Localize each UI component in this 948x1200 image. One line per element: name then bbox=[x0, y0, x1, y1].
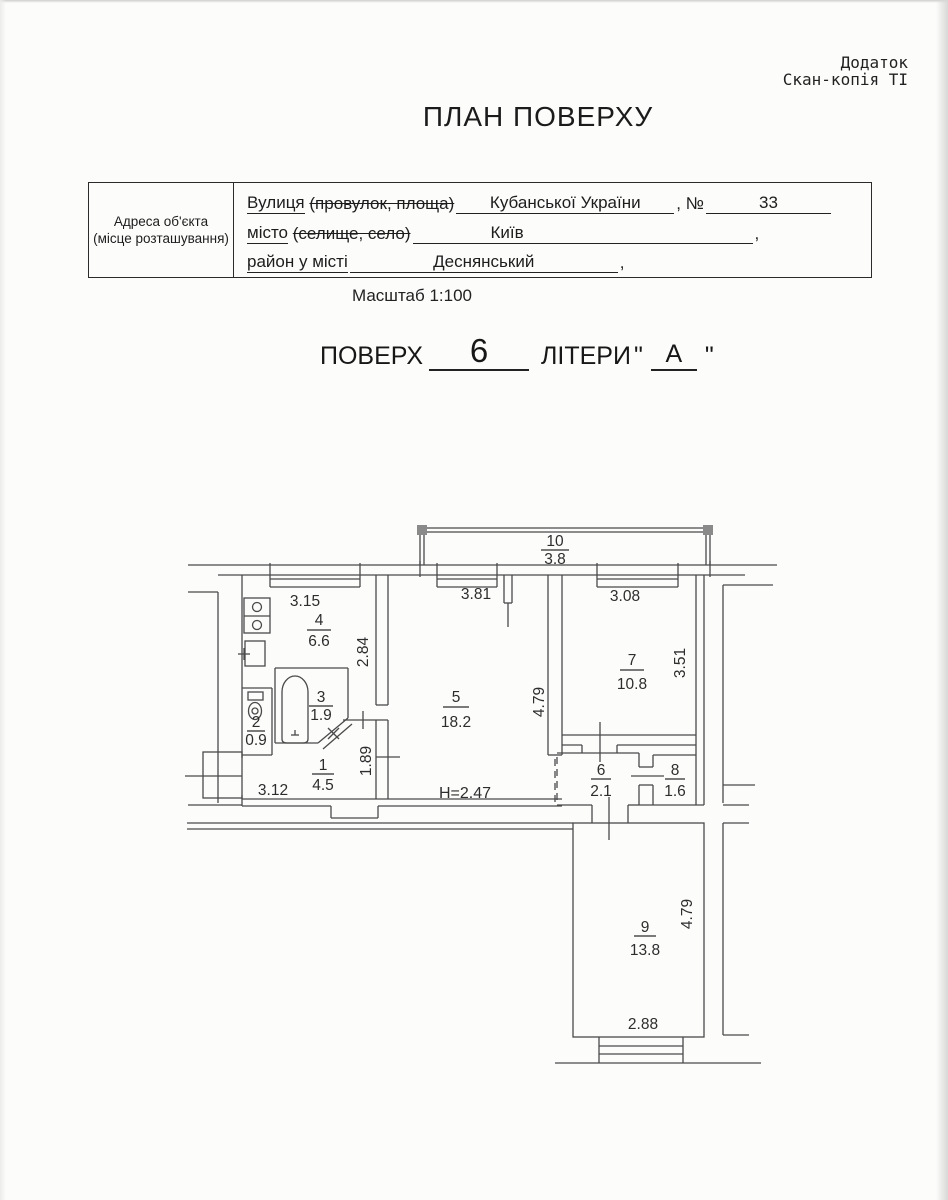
svg-text:1: 1 bbox=[318, 757, 328, 774]
district-suffix: , bbox=[619, 252, 625, 272]
floor-value-fill bbox=[429, 332, 529, 371]
address-table bbox=[88, 182, 872, 278]
room-label-3 bbox=[309, 689, 333, 724]
floor-value: 6 bbox=[469, 332, 489, 369]
address-table-fields bbox=[234, 183, 871, 277]
svg-text:2: 2 bbox=[251, 714, 261, 731]
dim-room9-depth: 4.79 bbox=[679, 898, 696, 930]
svg-text:1.6: 1.6 bbox=[664, 783, 686, 800]
svg-text:7: 7 bbox=[627, 652, 637, 669]
svg-text:4: 4 bbox=[314, 612, 324, 629]
stove-icon bbox=[244, 598, 270, 633]
city-fill-line bbox=[413, 222, 753, 244]
city-struck-words: (селище, село) bbox=[292, 223, 411, 243]
svg-text:3: 3 bbox=[316, 689, 326, 706]
svg-text:2.1: 2.1 bbox=[590, 783, 612, 800]
room-label-2 bbox=[245, 714, 267, 749]
city-value: Київ bbox=[490, 222, 524, 242]
svg-text:4.5: 4.5 bbox=[312, 777, 334, 794]
room-label-8 bbox=[664, 762, 686, 800]
svg-text:1.9: 1.9 bbox=[310, 707, 332, 724]
street-prefix: Вулиця bbox=[247, 193, 305, 213]
bathtub-icon bbox=[282, 676, 308, 743]
street-fill-line bbox=[456, 192, 674, 214]
corner-note-line1: Додаток bbox=[840, 53, 908, 72]
letters-label: ЛІТЕРИ bbox=[541, 342, 631, 370]
address-table-label bbox=[89, 183, 234, 277]
street-struck-words: (провулок, площа) bbox=[309, 194, 455, 214]
street-number-fill-line bbox=[706, 192, 831, 214]
svg-text:5: 5 bbox=[451, 689, 461, 706]
room-label-1 bbox=[312, 757, 334, 794]
floor-plan-drawing bbox=[55, 515, 948, 1100]
address-label-line1: Адреса об'єкта bbox=[113, 214, 209, 229]
svg-text:10.8: 10.8 bbox=[616, 676, 648, 693]
street-value: Кубанської України bbox=[489, 193, 641, 213]
street-row bbox=[247, 185, 865, 214]
svg-text:8: 8 bbox=[670, 762, 680, 779]
city-prefix: місто bbox=[247, 222, 289, 242]
corner-note bbox=[783, 54, 908, 88]
dim-kitchen-width: 3.15 bbox=[289, 593, 321, 610]
svg-text:6.6: 6.6 bbox=[308, 633, 330, 650]
city-suffix: , bbox=[754, 223, 760, 243]
room-label-6 bbox=[590, 762, 612, 800]
district-row bbox=[247, 244, 865, 273]
district-value: Деснянський bbox=[433, 251, 535, 271]
balcony-door bbox=[504, 575, 512, 627]
room-label-5 bbox=[441, 689, 471, 731]
address-label-line2: (місце розташування) bbox=[93, 231, 229, 246]
scan-edge-top bbox=[0, 0, 948, 3]
dim-hall-depth: 1.89 bbox=[358, 745, 375, 777]
page-title: ПЛАН ПОВЕРХУ bbox=[422, 101, 654, 132]
dim-room5-depth: 4.79 bbox=[531, 686, 548, 718]
ceiling-height-note: H=2.47 bbox=[438, 785, 492, 802]
district-prefix: район у місті bbox=[247, 251, 348, 271]
room-label-9 bbox=[630, 919, 660, 959]
letter-value: А bbox=[665, 340, 683, 368]
room-label-4 bbox=[307, 612, 331, 650]
letter-value-fill bbox=[651, 339, 697, 371]
exterior-walls bbox=[185, 565, 777, 1063]
dim-room7-width: 3.08 bbox=[609, 588, 641, 605]
svg-text:18.2: 18.2 bbox=[440, 714, 472, 731]
svg-text:13.8: 13.8 bbox=[629, 942, 661, 959]
svg-text:9: 9 bbox=[640, 919, 650, 936]
floor-letter-line bbox=[320, 332, 717, 371]
open-quote: " bbox=[633, 342, 643, 370]
svg-text:10: 10 bbox=[546, 533, 564, 550]
city-row bbox=[247, 214, 865, 243]
room-label-10 bbox=[541, 533, 569, 568]
svg-text:0.9: 0.9 bbox=[245, 732, 267, 749]
dim-hall-width: 3.12 bbox=[257, 782, 289, 799]
district-fill-line bbox=[350, 251, 618, 273]
floor-label: ПОВЕРХ bbox=[320, 342, 423, 370]
corner-note-line2: Скан-копія ТІ bbox=[782, 70, 908, 89]
street-number-label: , № bbox=[676, 194, 704, 214]
scale-note: Масштаб 1:100 bbox=[352, 286, 472, 305]
street-number: 33 bbox=[758, 193, 778, 213]
dim-room7-depth: 3.51 bbox=[672, 647, 689, 679]
dim-room5-width: 3.81 bbox=[460, 586, 492, 603]
svg-text:3.8: 3.8 bbox=[544, 551, 566, 568]
room-label-7 bbox=[617, 652, 647, 693]
svg-text:6: 6 bbox=[596, 762, 606, 779]
dim-kitchen-depth: 2.84 bbox=[355, 636, 372, 668]
dim-room9-width: 2.88 bbox=[627, 1016, 659, 1033]
close-quote: " bbox=[704, 342, 714, 370]
scan-edge-left bbox=[0, 0, 6, 1200]
